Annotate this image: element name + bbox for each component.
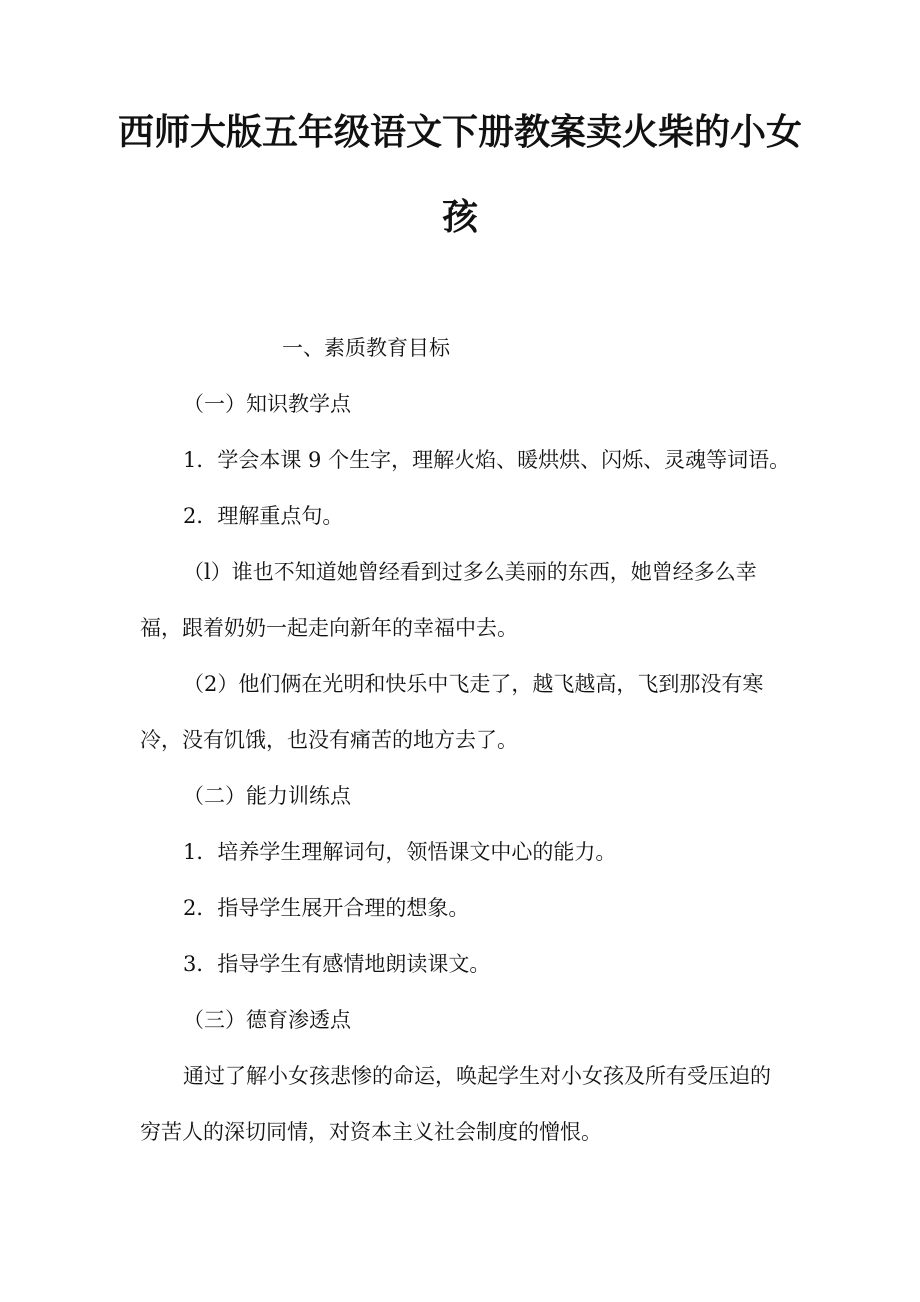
list-item: 3．指导学生有感情地朗读课文。 bbox=[183, 952, 491, 976]
paragraph-line: 穷苦人的深切同情，对资本主义社会制度的憎恨。 bbox=[140, 1120, 602, 1144]
paragraph-line: 通过了解小女孩悲惨的命运，唤起学生对小女孩及所有受压迫的 bbox=[183, 1064, 771, 1088]
list-item: 2．指导学生展开合理的想象。 bbox=[183, 896, 470, 920]
document-title-line-2: 孩 bbox=[441, 197, 478, 238]
list-item: 1．培养学生理解词句，领悟课文中心的能力。 bbox=[183, 840, 617, 864]
section-heading-goals: 一、素质教育目标 bbox=[282, 336, 450, 360]
subsection-heading-moral: （三）德育渗透点 bbox=[183, 1008, 351, 1032]
subsection-heading-knowledge: （一）知识教学点 bbox=[183, 392, 351, 416]
list-item: 2．理解重点句。 bbox=[183, 504, 344, 528]
paragraph-line: 冷，没有饥饿，也没有痛苦的地方去了。 bbox=[140, 728, 518, 752]
paragraph-line: （2）他们俩在光明和快乐中飞走了，越飞越高，飞到那没有寒 bbox=[183, 672, 764, 696]
paragraph-line: 福，跟着奶奶一起走向新年的幸福中去。 bbox=[140, 616, 518, 640]
list-item: 1．学会本课 9 个生字，理解火焰、暖烘烘、闪烁、灵魂等词语。 bbox=[183, 448, 791, 472]
document-title-line-1: 西师大版五年级语文下册教案卖火柴的小女 bbox=[117, 112, 802, 153]
paragraph-line: （l）谁也不知道她曾经看到过多么美丽的东西，她曾经多么幸 bbox=[183, 560, 757, 584]
subsection-heading-ability: （二）能力训练点 bbox=[183, 784, 351, 808]
